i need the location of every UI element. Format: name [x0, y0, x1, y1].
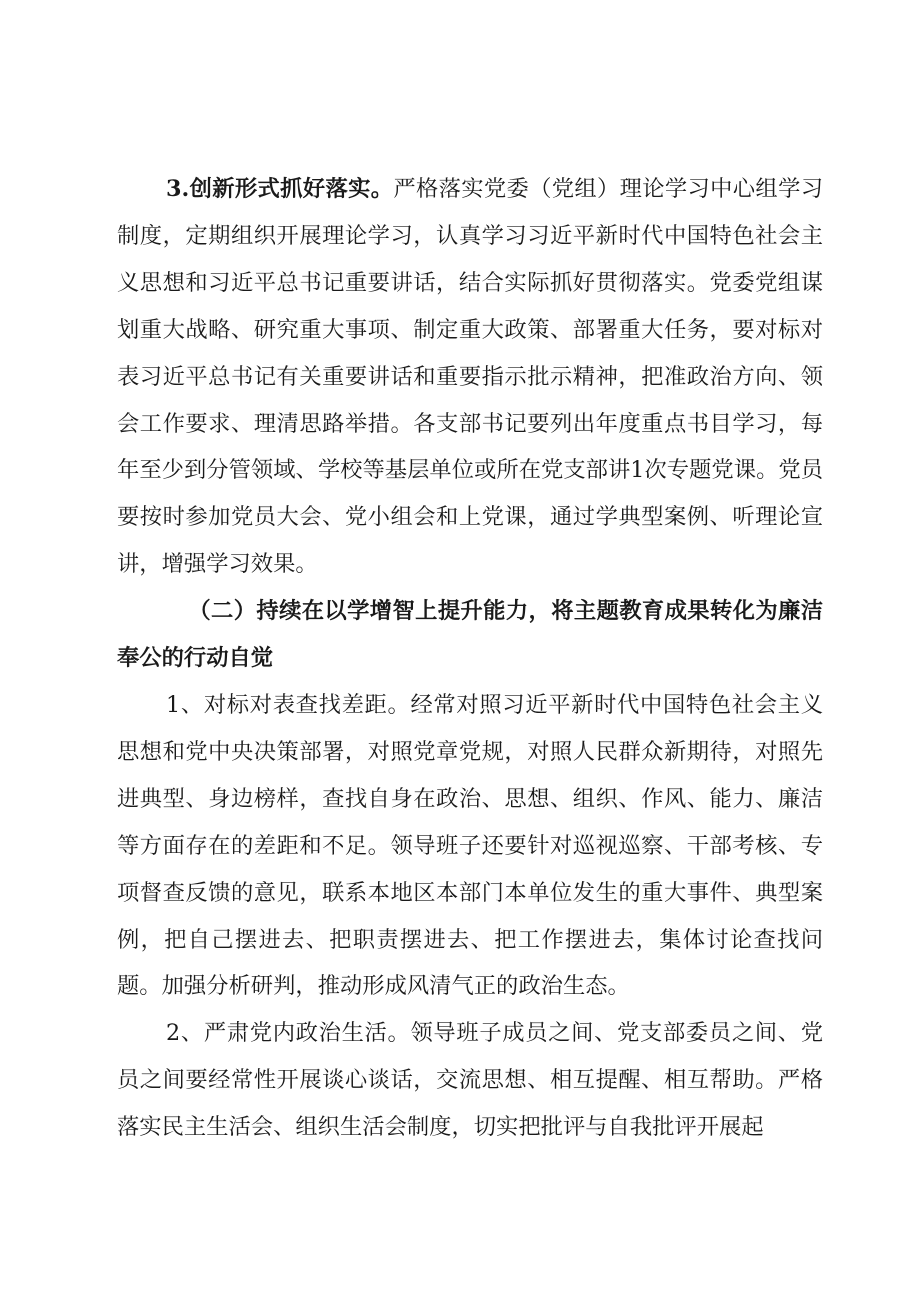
paragraph-benchmark: 1、对标对表查找差距。经常对照习近平新时代中国特色社会主义思想和党中央决策部署，对照党章党规，对照人民群众新期待，对照先进典型、身边榜样，查找自身在政治、思想、组织、作风、能力、廉洁等方面存在的差距和不足。领导班子还要针对巡视巡察、干部考核、专项督查反馈的意见，联系本地区本部门本单位发生的重大事件、典型案例，把自己摆进去、把职责摆进去、把工作摆进去，集体讨论查找问题。加强分析研判，推动形成风清气正的政治生态。	[117, 691, 823, 1000]
paragraph-political-life: 2、严肃党内政治生活。领导班子成员之间、党支部委员之间、党员之间要经常性开展谈心谈话，交流思想、相互提醒、相互帮助。严格落实民主生活会、组织生活会制度，切实把批评与自我批评开展起	[117, 1020, 823, 1141]
document-body	[117, 166, 823, 1151]
paragraph-lead-title: 3.创新形式抓好落实。	[166, 176, 394, 202]
paragraph-text: 严格落实党委（党组）理论学习中心组学习制度，定期组织开展理论学习，认真学习习近平新时代中国特色社会主义思想和习近平总书记重要讲话，结合实际抓好贯彻落实。党委党组谋划重大战略、研究重大事项、制定重大政策、部署重大任务，要对标对表习近平总书记有关重要讲话和重要指示批示精神，把准政治方向、领会工作要求、理清思路举措。各支部书记要列出年度重点书目学习，每年至少到分管领域、学校等基层单位或所在党支部讲1次专题党课。党员要按时参加党员大会、党小组会和上党课，通过学典型案例、听理论宣讲，增强学习效果。	[117, 176, 823, 578]
paragraph-innovation	[117, 166, 823, 588]
section-heading: （二）持续在以学增智上提升能力，将主题教育成果转化为廉洁奉公的行动自觉	[117, 598, 823, 672]
